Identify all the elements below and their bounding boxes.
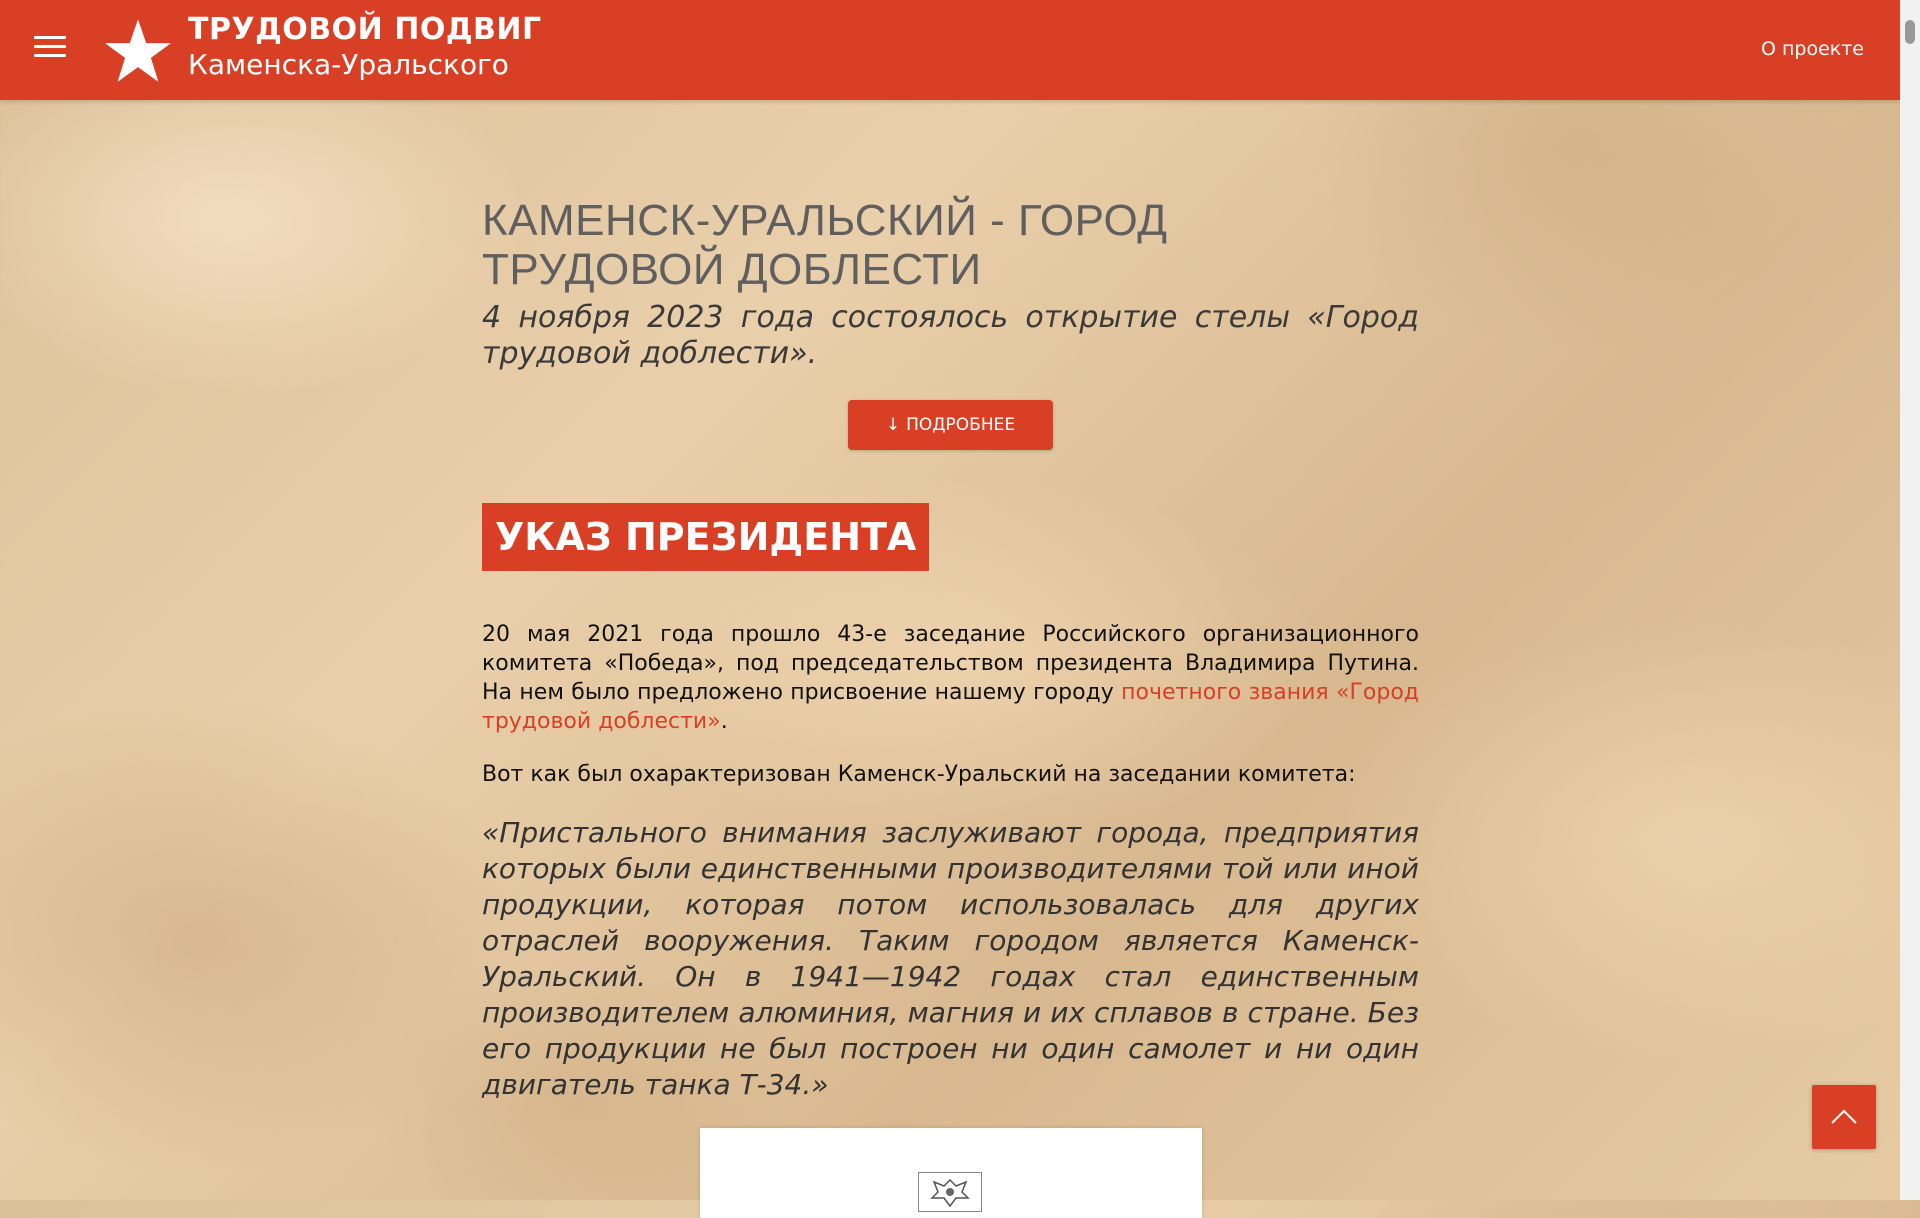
- brand-subtitle[interactable]: Каменска-Уральского: [188, 48, 509, 81]
- star-logo-icon[interactable]: [100, 18, 176, 84]
- more-button-label: ПОДРОБНЕЕ: [906, 415, 1016, 435]
- decree-paragraph: [482, 620, 1419, 736]
- more-button-wrap: [482, 400, 1419, 450]
- coat-of-arms-icon: [918, 1172, 982, 1212]
- committee-intro: Вот как был охарактеризован Каменск-Уральский на заседании комитета:: [482, 762, 1356, 787]
- chevron-up-icon: [1830, 1105, 1858, 1129]
- honorary-title-link[interactable]: почетного звания «Город трудовой доблести»: [482, 680, 1419, 734]
- section-title: УКАЗ ПРЕЗИДЕНТА: [482, 503, 929, 571]
- nav-about-link[interactable]: О проекте: [1760, 38, 1864, 60]
- brand-title[interactable]: ТРУДОВОЙ ПОДВИГ: [188, 12, 542, 47]
- scrollbar-thumb[interactable]: [1905, 20, 1915, 44]
- paragraph-end: .: [720, 709, 728, 734]
- intro-text: 4 ноября 2023 года состоялось открытие стелы «Город трудовой доблести».: [482, 300, 1419, 371]
- page-scrollbar[interactable]: [1900, 0, 1920, 1200]
- decree-document-preview[interactable]: [700, 1128, 1202, 1218]
- paragraph-text: 20 мая 2021 года прошло 43-е заседание Российского организационного комитета «Победа», под председательством президента Владимира Путина. На нем было предложено присвоение нашему городу: [482, 622, 1419, 705]
- hamburger-menu-icon[interactable]: [34, 36, 66, 64]
- more-button[interactable]: [848, 400, 1053, 450]
- scroll-to-top-button[interactable]: [1812, 1085, 1876, 1149]
- arrow-down-icon: ↓: [885, 415, 901, 435]
- main-content: [482, 196, 1419, 1103]
- site-header: [0, 0, 1900, 100]
- committee-quote: «Пристального внимания заслуживают города, предприятия которых были единственными производителями той или иной продукции, которая потом использовалась для других отраслей вооружения. Таким городом является Каменск-Уральский. Он в 1941—1942 годах стал единственным производителем алюминия, магния и их сплавов в стране. Без его продукции не был построен ни один самолет и ни один двигатель танка Т-34.»: [482, 816, 1419, 1101]
- page-title: КАМЕНСК-УРАЛЬСКИЙ - ГОРОД ТРУДОВОЙ ДОБЛЕСТИ: [482, 196, 1168, 294]
